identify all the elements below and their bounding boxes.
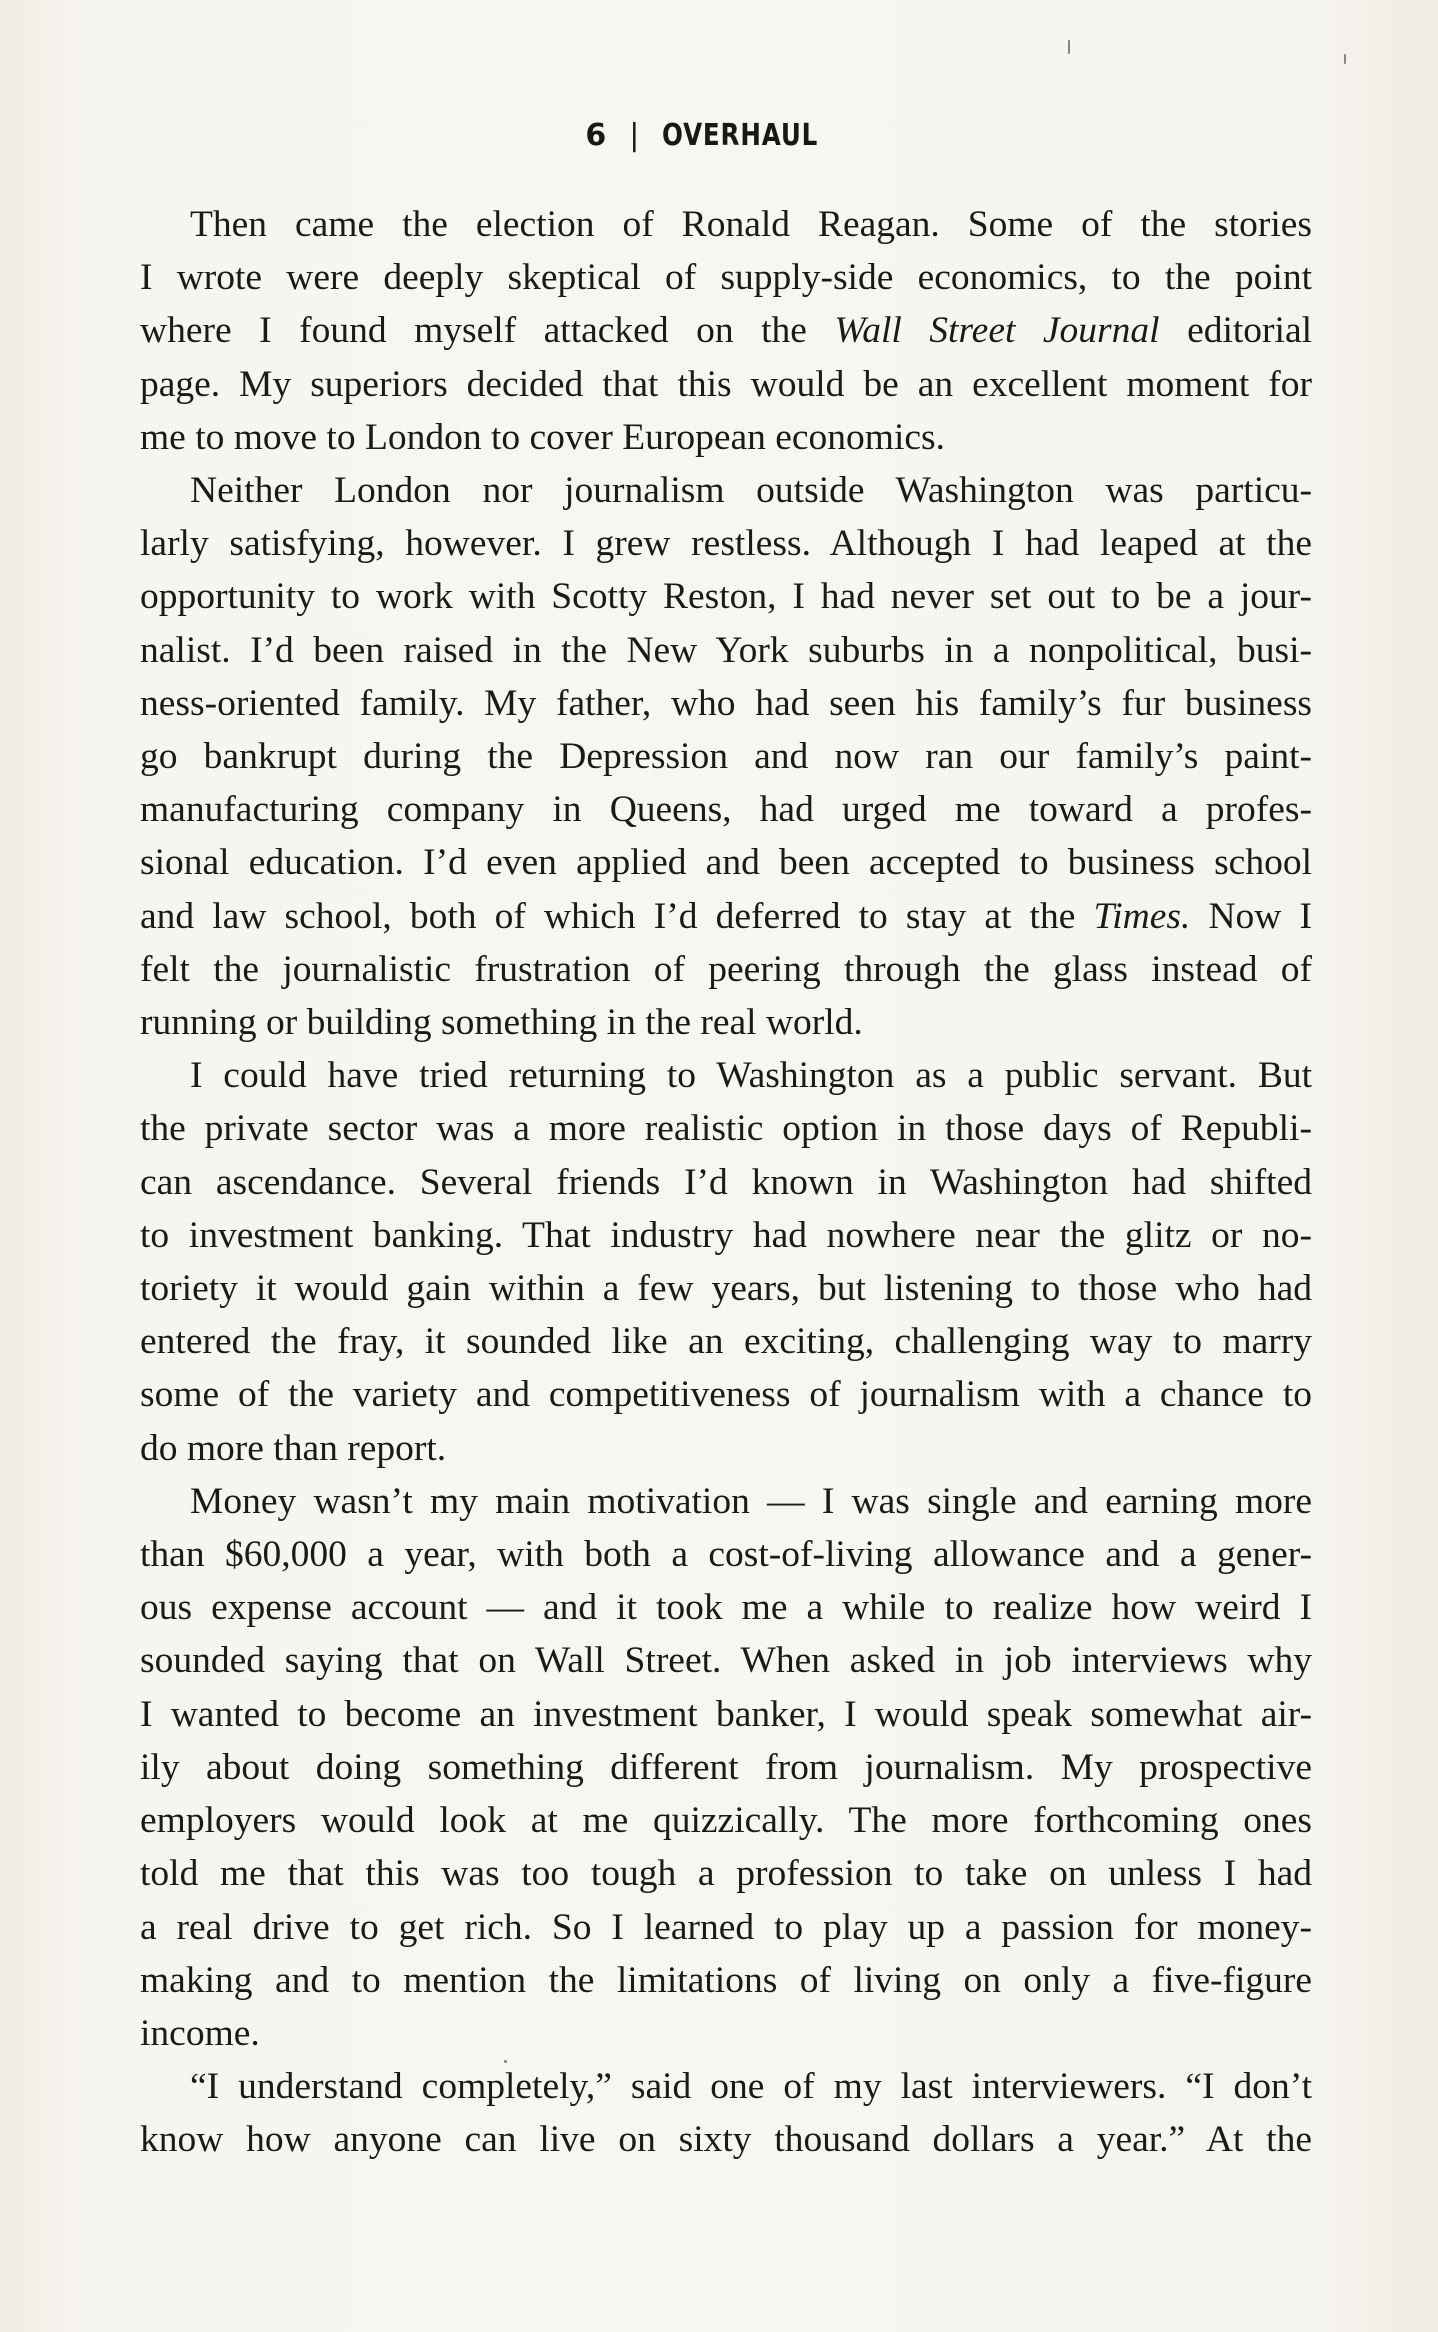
text-line: nalist. I’d been raised in the New York suburbs in a nonpolitical, busi- (140, 629, 1312, 671)
text-line: me to move to London to cover European economics. (140, 416, 945, 458)
text-line (140, 890, 1312, 943)
text-line (140, 304, 1312, 357)
text-line: sional education. I’d even applied and been accepted to business school (140, 842, 1312, 884)
text-line: ily about doing something different from journalism. My prospective (140, 1746, 1312, 1788)
text-line: some of the variety and competitiveness of journalism with a chance to (140, 1374, 1312, 1416)
text-segment: where I found myself attacked on the (140, 310, 835, 352)
text-line: Then came the election of Ronald Reagan. Some of the stories (190, 204, 1312, 245)
paragraph-1 (140, 198, 1312, 464)
scan-speck (1068, 40, 1070, 54)
text-line: Money wasn’t my main motivation — I was single and earning more (190, 1480, 1312, 1522)
text-line: I wanted to become an investment banker, I would speak somewhat air- (140, 1693, 1312, 1735)
text-line: go bankrupt during the Depression and now ran our family’s paint- (140, 736, 1312, 778)
text-line: ness-oriented family. My father, who had seen his family’s fur business (140, 682, 1312, 724)
text-line: running or building something in the real world. (140, 1002, 863, 1044)
text-line: ous expense account — and it took me a while to realize how weird I (140, 1587, 1312, 1629)
text-line: toriety it would gain within a few years, but listening to those who had (140, 1268, 1312, 1310)
header-separator: | (629, 118, 641, 153)
text-line: told me that this was too tough a profession to take on unless I had (140, 1853, 1312, 1895)
text-line: I could have tried returning to Washington as a public servant. But (190, 1055, 1312, 1097)
text-segment: editorial (1159, 310, 1313, 352)
text-line: “I understand completely,” said one of my last interviewers. “I don’t (190, 2066, 1312, 2108)
text-line: can ascendance. Several friends I’d known in Washington had shifted (140, 1161, 1312, 1203)
text-line: manufacturing company in Queens, had urged me toward a profes- (140, 789, 1312, 831)
scan-speck (1344, 54, 1346, 64)
text-line: page. My superiors decided that this would be an excellent moment for (140, 363, 1312, 405)
publication-title: Wall Street Journal (834, 310, 1160, 352)
text-line: making and to mention the limitations of living on only a five-figure (140, 1959, 1312, 2001)
text-line: a real drive to get rich. So I learned to play up a passion for money- (140, 1906, 1312, 1948)
paragraph-3 (140, 1049, 1312, 1475)
running-head (0, 118, 1438, 153)
text-segment: and law school, both of which I’d deferred to stay at the (140, 895, 1094, 937)
text-line: entered the fray, it sounded like an exciting, challenging way to marry (140, 1321, 1312, 1363)
text-line: employers would look at me quizzically. The more forthcoming ones (140, 1800, 1312, 1842)
body-text (140, 198, 1312, 2167)
text-line: larly satisfying, however. I grew restless. Although I had leaped at the (140, 523, 1312, 565)
text-line: to investment banking. That industry had nowhere near the glitz or no- (140, 1214, 1312, 1256)
scan-speck (504, 2060, 507, 2063)
paragraph-5 (140, 2060, 1312, 2166)
text-line: opportunity to work with Scotty Reston, I had never set out to be a jour- (140, 576, 1312, 618)
text-line: I wrote were deeply skeptical of supply-side economics, to the point (140, 257, 1312, 299)
book-title: OVERHAUL (662, 118, 819, 153)
text-segment: Now I (1190, 895, 1312, 937)
paragraph-2 (140, 464, 1312, 1049)
text-line: do more than report. (140, 1427, 447, 1469)
text-line: the private sector was a more realistic option in those days of Republi- (140, 1108, 1312, 1150)
publication-title: Times. (1093, 895, 1191, 937)
page-number: 6 (585, 118, 608, 153)
text-line: income. (140, 2012, 260, 2054)
text-line: Neither London nor journalism outside Washington was particu- (190, 470, 1312, 512)
text-line: sounded saying that on Wall Street. When asked in job interviews why (140, 1640, 1312, 1682)
text-line: than $60,000 a year, with both a cost-of-living allowance and a gener- (140, 1534, 1312, 1576)
paragraph-4 (140, 1475, 1312, 2060)
text-line: know how anyone can live on sixty thousand dollars a year.” At the (140, 2119, 1312, 2161)
text-line: felt the journalistic frustration of peering through the glass instead of (140, 948, 1312, 990)
